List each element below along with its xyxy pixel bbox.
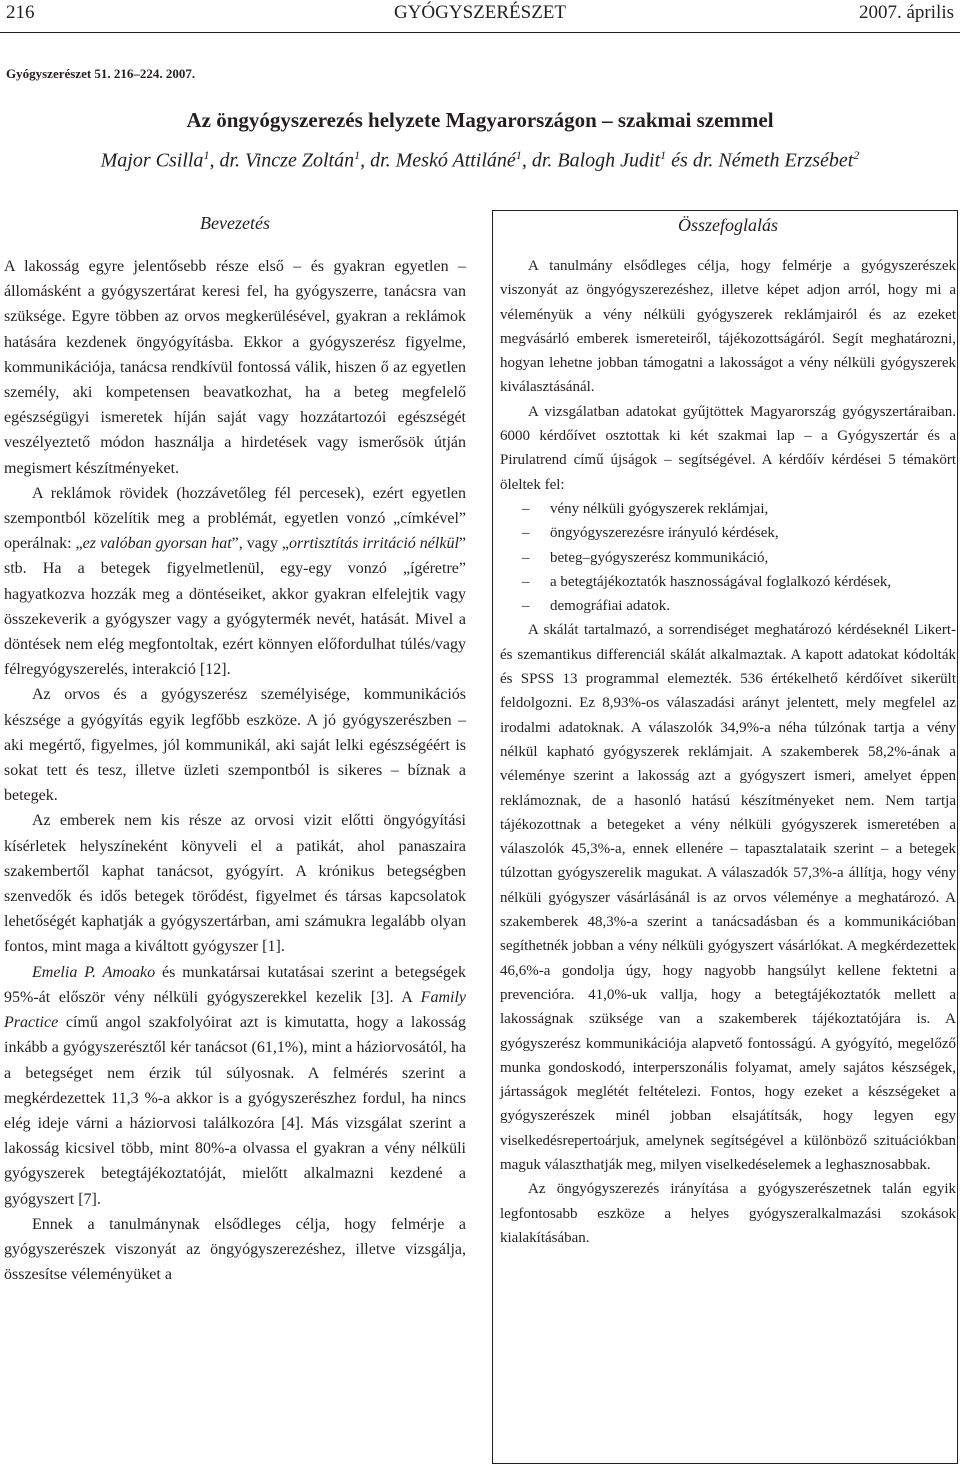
- summary-paragraph-1: A tanulmány elsődleges célja, hogy felmérje a gyógyszerészek viszonyát az öngyógyszerezéshez, illetve képet adjon arról, hogy mi a véleményük a vény nélküli gyógyszerek reklámjairól és az ezeket megvásárló emberek ismereteiről, tájékozottságáról. Segít meghatározni, hogyan lehetne jobban támogatni a lakosságot a vény nélküli gyógyszerek kiválasztásánál.: [500, 258, 956, 396]
- article-title: Az öngyógyszerezés helyzete Magyarországon – szakmai szemmel: [186, 108, 774, 132]
- introduction-column: [4, 208, 466, 1287]
- issue-date: 2007. április: [859, 2, 954, 23]
- author-list: Major Csilla$^1$, dr. Vincze Zoltán$^1$, dr. Meskó Attiláné$^1$, dr. Balogh Judit$^1$ és dr. Németh Erzsébet$^2$: [100, 148, 860, 172]
- list-item: – a betegtájékoztatók hasznosságával foglalkozó kérdések,: [500, 570, 956, 594]
- summary-paragraph-4: Az öngyógyszerezés irányítása a gyógyszerészetnek talán egyik legfontosabb eszköze a helyes gyógyszeralkalmazási szokások kialakításában.: [500, 1181, 956, 1246]
- list-item: – öngyógyszerezésre irányuló kérdések,: [500, 521, 956, 545]
- citation: Gyógyszerészet 51. 216–224. 2007.: [6, 66, 196, 81]
- summary-column: [500, 208, 956, 1250]
- summary-paragraph-2: A vizsgálatban adatokat gyűjtöttek Magyarország gyógyszertáraiban. 6000 kérdőívet osztottak ki két szakmai lap – a Gyógyszertár és a Pirulatrend című újságok – segítségével. A kérdőív kérdései 5 témakört öleltek fel:: [500, 403, 956, 493]
- intro-paragraph-3: Az orvos és a gyógyszerész személyisége, kommunikációs készsége a gyógyítás egyik legfőbb eszköze. A jó gyógyszerészben – aki megértő, figyelmes, jól kommunikál, aki saját lelki egészségéért is sokat tett és tesz, illetve üzleti szempontból is sikeres – bíznak a betegek.: [4, 686, 466, 805]
- intro-paragraph-5: Emelia P. Amoako és munkatársai kutatásai szerint a betegségek 95%-át először vény nélküli gyógyszerekkel kezelik [3]. A Family Practice című angol szakfolyóirat azt is kimutatta, hogy a lakosság inkább a gyógyszerésztől kér tanácsot (61,1%), mint a háziorvosától, ha a betegséget nem érzik túl súlyosnak. A felmérés szerint a megkérdezettek 11,3 %-a akkor is a gyógyszerészhez fordul, ha nincs elég ideje várni a háziorvosi találkozóra [4]. Más vizsgálat szerint a lakosság kicsivel több, mint 80%-a olvassa el gyakran a vény nélküli gyógyszerek betegtájékoztatóját, mielőtt alkalmazni kezdené a gyógyszert [7].: [4, 963, 467, 1208]
- topic-list: [500, 497, 956, 618]
- running-header: [0, 0, 960, 30]
- summary-paragraph-3: A skálát tartalmazó, a sorrendiséget meghatározó kérdéseknél Likert- és szemantikus differenciál skálát alkalmaztak. A kapott adatokat kódolták és SPSS 13 programmal elemezték. 536 értékelhető kérdőívet sikerült feldolgozni. Ez 8,93%-os válaszadási arányt jelentett, mely megfelel az irodalmi adatoknak. A válaszolók 34,9%-a néha túlzónak tartja a vény nélkül kapható gyógyszerek reklámjait. A szakemberek 58,2%-ának a véleménye szerint a lakosság azt a gyógyszert ismeri, amelyet éppen reklámoznak, de a hasonló hatású készítményeket nem. Nem tartja tájékozottnak a betegeket a vény nélküli gyógyszerek ismeretében a válaszolók 45,3%-a, ennek ellenére – tapasztalataik szerint – a betegek túlzottan gyógyszerelik magukat. A válaszadók 57,3%-a állítja, hogy vény nélküli gyógyszer vásárlásánál is az orvos véleménye a meghatározó. A szakemberek 48,3%-a szerint a tanácsadásban és a kommunikációban segíthetnék jobban a vény nélküli gyógyszert vásárlókat. A megkérdezettek 46,6%-a gondolja úgy, hogy nagyobb hangsúlyt kellene fektetni a prevencióra. 41,0%-uk vallja, hogy a betegtájékoztatók mellett a lakosságnak szüksége van a szakemberek tájékoztatójára is. A gyógyszerész kommunikációja alapvető fontosságú. A gyógyító, megelőző munka gondoskodó, interperszonális folyamat, amely sajátos készségek, jártasságok meglétét feltételezi. Fontos, hogy ezeket a készségeket a gyógyszerészek minél jobban elsajátítsák, hogy legyen egy viselkedésrepertoárjuk, amelynek segítségével a különböző szituációkban maguk választhatják meg, milyen viselkedéselemek a leghasznosabbak.: [500, 622, 956, 1173]
- summary-heading: Összefoglalás: [677, 215, 778, 235]
- header-rule: [0, 32, 960, 33]
- intro-paragraph-2: A reklámok rövidek (hozzávetőleg fél percesek), ezért egyetlen szempontból közelítik meg a problémát, egyetlen vonzó „címkével” operálnak: „ez valóban gyorsan hat”, vagy „orrtisztítás irritáció nélkül” stb. Ha a betegek figyelmetlenül, egy-egy vonzó „ígéretre” hagyatkozva hozzák meg a döntéseiket, akkor gyakran elfelejtik vagy összekeverik a gyógyszer vagy a gyógytermék nevét, hatását. Mivel a döntések nem elég megfontoltak, ezért könnyen előfordulhat túlés/vagy félregyógyszerelés, interakció [12].: [4, 484, 466, 679]
- intro-paragraph-6: Ennek a tanulmánynak elsődleges célja, hogy felmérje a gyógyszerészek viszonyát az öngyógyszerezéshez, illetve vizsgálja, összesítse véleményüket a: [4, 1215, 466, 1284]
- journal-name: GYÓGYSZERÉSZET: [393, 2, 567, 23]
- introduction-heading: Bevezetés: [200, 213, 270, 233]
- list-item: – demográfiai adatok.: [500, 594, 956, 618]
- intro-paragraph-4: Az emberek nem kis része az orvosi vizit előtti öngyógyítási kísérletek helyszíneként könyveli el a patikát, ahol panaszaira szakembertől kaphat tanácsot, gyógyírt. A krónikus betegségben szenvedők és idős betegek törődést, figyelmet és társas kapcsolatok lehetőségét kaphatják a gyógyszertárban, ami számukra legalább olyan fontos, mint maga a kiváltott gyógyszer [1].: [4, 812, 466, 956]
- intro-paragraph-1: A lakosság egyre jelentősebb része első – és gyakran egyetlen – állomásként a gyógyszertárat keresi fel, ha gyógyszerre, tanácsra van szüksége. Egyre többen az orvos megkerülésével, gyakran a reklámok hatására kezdenek öngyógyításba. Ekkor a gyógyszerész figyelme, kommunikációja, tanácsa rendkívül fontossá válik, hiszen ő az egyetlen személy, aki kompetensen beavatkozhat, ha a beteg megfelelő egészségügyi ismeretek híján saját vagy hozzátartozói egészségét veszélyeztető módon használja a hirdetések vagy ismerősök útján megismert készítményeket.: [4, 258, 466, 477]
- list-item: – beteg–gyógyszerész kommunikáció,: [500, 546, 956, 570]
- list-item: – vény nélküli gyógyszerek reklámjai,: [500, 497, 956, 521]
- page-number: 216: [6, 2, 35, 23]
